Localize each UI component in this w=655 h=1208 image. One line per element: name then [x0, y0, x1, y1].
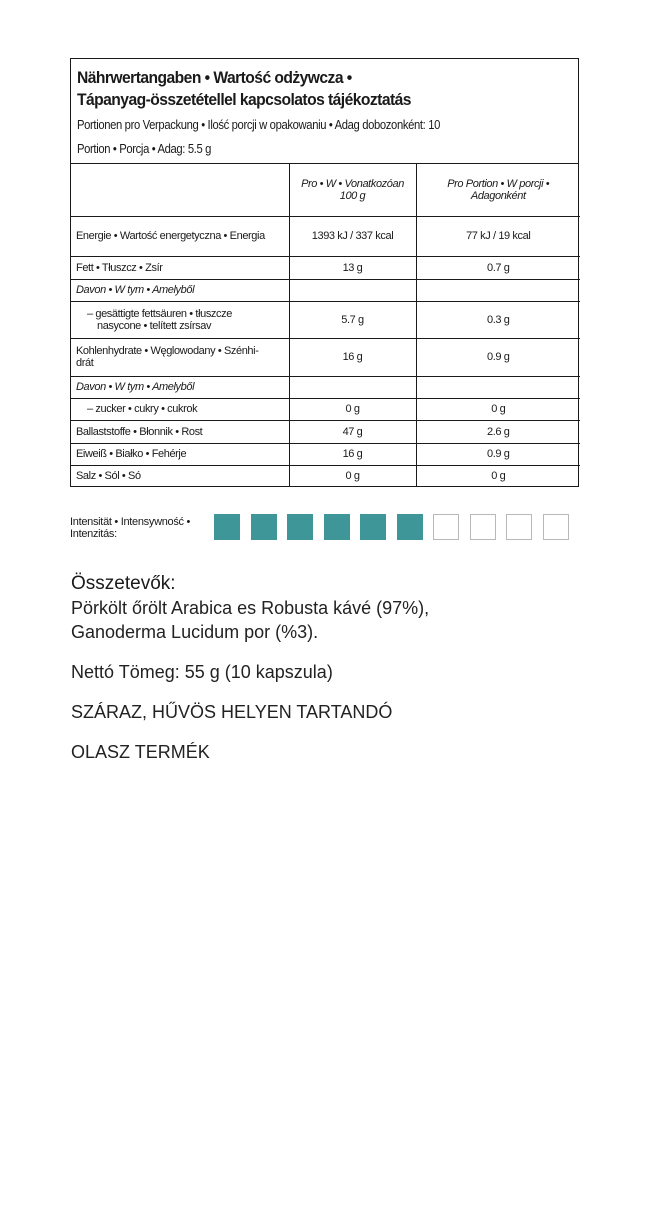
intensity-cell-filled	[214, 514, 240, 540]
table-row-fibre	[71, 420, 580, 443]
ingredients-line1: Pörkölt őrölt Arabica es Robusta kávé (97%),	[71, 598, 430, 618]
portions-per-package: Portionen pro Verpackung • Ilość porcji w opakowaniu • Adag dobozonként: 10	[77, 118, 441, 132]
value-per-portion	[416, 376, 580, 398]
row-label: Ballaststoffe • Błonnik • Rost	[71, 420, 289, 443]
empty-header-cell	[71, 164, 289, 216]
intensity-cell-filled	[251, 514, 277, 540]
nutrition-table	[71, 164, 580, 486]
intensity-cell-empty	[470, 514, 496, 540]
value-per-portion: 0.9 g	[416, 443, 580, 465]
intensity-cell-empty	[433, 514, 459, 540]
value-per-portion: 0.3 g	[416, 301, 580, 338]
intensity-cell-filled	[287, 514, 313, 540]
table-row-of-which	[71, 376, 580, 398]
value-per-100g: 5.7 g	[289, 301, 416, 338]
value-per-portion: 0.7 g	[416, 256, 580, 279]
intensity-indicator	[70, 514, 580, 544]
row-label: Eiweiß • Białko • Fehérje	[71, 443, 289, 465]
table-row-saturated-fat	[71, 301, 580, 338]
table-row-energy	[71, 216, 580, 256]
value-per-portion: 0 g	[416, 465, 580, 486]
row-label-line1: Kohlenhydrate • Węglowodany • Szénhi-	[76, 345, 259, 357]
table-row-fat	[71, 256, 580, 279]
intensity-label-line2: Intenzitás:	[70, 528, 117, 540]
table-header-row	[71, 164, 580, 216]
row-label-line2: drát	[76, 357, 94, 369]
row-label: Fett • Tłuszcz • Zsír	[71, 256, 289, 279]
portion-size: Portion • Porcja • Adag: 5.5 g	[77, 142, 212, 156]
table-row-sugars	[71, 398, 580, 420]
intensity-cell-empty	[543, 514, 569, 540]
table-row-salt	[71, 465, 580, 486]
nutrition-header	[71, 59, 578, 164]
intensity-scale	[214, 514, 579, 542]
column-header-per-100g: Pro • W • Vonatkozóan 100 g	[289, 164, 416, 216]
storage-instructions: SZÁRAZ, HŰVÖS HELYEN TARTANDÓ	[71, 702, 393, 722]
value-per-portion: 2.6 g	[416, 420, 580, 443]
table-row-carbohydrates	[71, 338, 580, 376]
intensity-cell-empty	[506, 514, 532, 540]
value-per-portion	[416, 279, 580, 301]
nutrition-title-line2: Tápanyag-összetétellel kapcsolatos tájékoztatás	[77, 90, 411, 109]
row-label: Energie • Wartość energetyczna • Energia	[71, 216, 289, 256]
intensity-cell-filled	[360, 514, 386, 540]
value-per-100g: 16 g	[289, 443, 416, 465]
value-per-portion: 77 kJ / 19 kcal	[416, 216, 580, 256]
nutrition-title-line1: Nährwertangaben • Wartość odżywcza •	[77, 68, 352, 87]
table-row-of-which	[71, 279, 580, 301]
intensity-label-line1: Intensität • Intensywność •	[70, 516, 191, 528]
value-per-100g: 0 g	[289, 465, 416, 486]
ingredients-title: Összetevők:	[71, 573, 176, 594]
ingredients-section	[71, 572, 631, 764]
row-label: – zucker • cukry • cukrok	[71, 398, 289, 420]
table-row-protein	[71, 443, 580, 465]
country-of-origin: OLASZ TERMÉK	[71, 742, 210, 762]
value-per-100g	[289, 279, 416, 301]
column-header-per-portion: Pro Portion • W porcji • Adagonként	[416, 164, 580, 216]
value-per-100g: 47 g	[289, 420, 416, 443]
ingredients-line2: Ganoderma Lucidum por (%3).	[71, 622, 319, 642]
net-weight: Nettó Tömeg: 55 g (10 kapszula)	[71, 662, 333, 682]
intensity-cell-filled	[324, 514, 350, 540]
row-label	[71, 301, 289, 338]
value-per-portion: 0 g	[416, 398, 580, 420]
row-label: Davon • W tym • Amelyből	[71, 376, 289, 398]
row-label: Davon • W tym • Amelyből	[71, 279, 289, 301]
value-per-100g: 13 g	[289, 256, 416, 279]
row-label	[71, 338, 289, 376]
row-label-line2: nasycone • telített zsírsav	[97, 319, 212, 332]
value-per-100g	[289, 376, 416, 398]
value-per-portion: 0.9 g	[416, 338, 580, 376]
row-label: Salz • Sól • Só	[71, 465, 289, 486]
value-per-100g: 16 g	[289, 338, 416, 376]
value-per-100g: 1393 kJ / 337 kcal	[289, 216, 416, 256]
intensity-label	[70, 516, 210, 540]
intensity-cell-filled	[397, 514, 423, 540]
row-label-line1: – gesättigte fettsäuren • tłuszcze	[87, 307, 232, 320]
value-per-100g: 0 g	[289, 398, 416, 420]
nutrition-facts-panel	[70, 58, 579, 487]
